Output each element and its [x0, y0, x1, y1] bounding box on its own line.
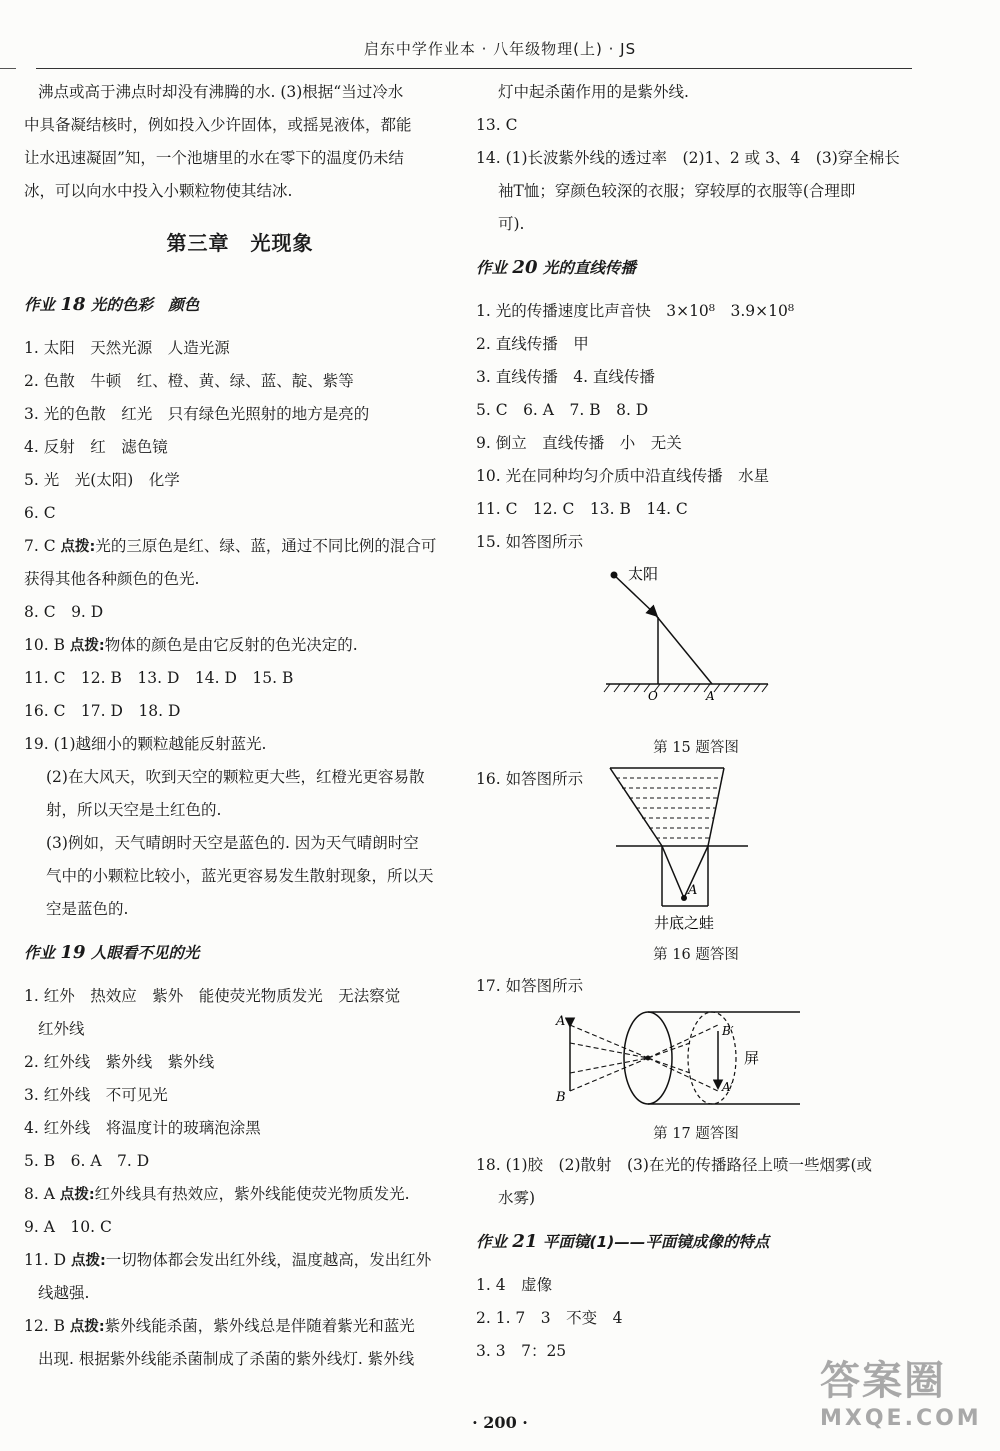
light-ray [654, 613, 712, 684]
section-title: 光的色彩 颜色 [90, 296, 200, 314]
section-heading-21 [476, 1215, 916, 1269]
point-b-prime-label: B′ [722, 1024, 734, 1038]
answer-line: 3. 直线传播 4. 直线传播 [476, 368, 655, 386]
answer-line: 3. 红外线 不可见光 [24, 1086, 168, 1104]
answer-line: 4. 反射 红 滤色镜 [24, 438, 168, 456]
answer-line: 1. 太阳 天然光源 人造光源 [24, 339, 230, 357]
answer-line: 袖T恤；穿颜色较深的衣服；穿较厚的衣服等(合理即 [498, 182, 856, 200]
answer-line: 13. C [476, 116, 518, 134]
answer-number: 12. B [24, 1317, 65, 1335]
answer-line: 射，所以天空是土红色的. [46, 801, 222, 819]
watermark-url: MXQE.COM [820, 1406, 982, 1431]
answer-line: 4. 红外线 将温度计的玻璃泡涂黑 [24, 1119, 261, 1137]
page-number: · 200 · [472, 1413, 528, 1432]
running-header: 启东中学作业本 · 八年级物理(上) · JS [363, 40, 637, 58]
answer-number: 7. C [24, 537, 56, 555]
hint-text: 红外线具有热效应，紫外线能使荧光物质发光. [94, 1185, 410, 1203]
section-number: 20 [512, 257, 538, 278]
answer-line: 3. 光的色散 红光 只有绿色光照射的地方是亮的 [24, 405, 370, 423]
text-line: 沸点或高于沸点时却没有沸腾的水. (3)根据“当过冷水 [38, 83, 404, 101]
point-a-label: A [706, 689, 715, 703]
answer-number: 10. B [24, 636, 65, 654]
point-b-label: B [556, 1090, 566, 1105]
chapter-title: 第三章 光现象 [166, 231, 314, 255]
hint-keyword: 点拨: [59, 1187, 95, 1203]
header-rule [36, 68, 912, 69]
frog-label: 井底之蛙 [654, 914, 715, 932]
answer-line: 14. (1)长波紫外线的透过率 (2)1、2 或 3、4 (3)穿全棉长 [476, 149, 900, 167]
text-line: 冰，可以向水中投入小颗粒物使其结冰. [24, 182, 293, 200]
hint-keyword: 点拨: [69, 1319, 105, 1335]
text-line: 让水迅速凝固”知，一个池塘里的水在零下的温度仍未结 [24, 149, 404, 167]
answer-line: 16. 如答图所示 [476, 770, 584, 788]
section-heading-19 [24, 926, 456, 980]
cone-left [610, 768, 662, 846]
answer-line: 水雾) [498, 1189, 536, 1207]
answer-line: 1. 光的传播速度比声音快 3×10⁸ 3.9×10⁸ [476, 302, 795, 320]
text-line: 中具备凝结核时，例如投入少许固体，或摇晃液体，都能 [24, 116, 412, 134]
figure-caption: 第 17 题答图 [653, 1126, 739, 1142]
figure-16 [476, 766, 916, 970]
hint-text: 物体的颜色是由它反射的色光决定的. [104, 636, 358, 654]
answer-line: 2. 色散 牛顿 红、橙、黄、绿、蓝、靛、紫等 [24, 372, 354, 390]
section-number: 21 [512, 1231, 538, 1252]
figure-17 [476, 1003, 916, 1149]
answer-line: 2. 红外线 紫外线 紫外线 [24, 1053, 215, 1071]
hint-keyword: 点拨: [60, 539, 96, 555]
answer-line: 6. C [24, 504, 56, 522]
section-title: 光的直线传播 [542, 259, 636, 277]
answer-line: 红外线 [38, 1020, 85, 1038]
pinhole [646, 1056, 651, 1061]
figure-17-diagram [476, 1003, 916, 1115]
answer-line: 1. 红外 热效应 紫外 能使荧光物质发光 无法察觉 [24, 987, 401, 1005]
section-number: 18 [60, 294, 86, 315]
answer-line: 出现. 根据紫外线能杀菌制成了杀菌的紫外线灯. 紫外线 [38, 1350, 415, 1368]
section-number: 19 [60, 942, 86, 963]
answer-number: 11. D [24, 1251, 67, 1269]
answer-line: 18. (1)胶 (2)散射 (3)在光的传播路径上喷一些烟雾(或 [476, 1156, 872, 1174]
section-label: 作业 [476, 259, 508, 277]
section-label: 作业 [24, 944, 56, 962]
answer-line: 空是蓝色的. [46, 900, 129, 918]
answer-line: 11. C 12. B 13. D 14. D 15. B [24, 669, 294, 687]
section-heading-20 [476, 241, 916, 295]
answer-line: 3. 3 7：25 [476, 1342, 567, 1360]
hint-keyword: 点拨: [70, 1253, 106, 1269]
answer-line: 气中的小颗粒比较小，蓝光更容易发生散射现象，所以天 [46, 867, 434, 885]
answer-line: 16. C 17. D 18. D [24, 702, 181, 720]
answer-line: 获得其他各种颜色的色光. [24, 570, 200, 588]
section-label: 作业 [476, 1233, 508, 1251]
answer-line [24, 629, 456, 662]
answer-line: 11. C 12. C 13. B 14. C [476, 500, 688, 518]
point-a-label: A [688, 883, 698, 898]
answer-line: 可). [498, 215, 525, 233]
water-lines [616, 778, 722, 838]
ground-hatching [604, 684, 768, 692]
right-column [476, 76, 916, 1368]
point-a-prime-label: A′ [722, 1080, 734, 1094]
text-line: 灯中起杀菌作用的是紫外线. [498, 83, 689, 101]
light-rays [570, 1025, 718, 1091]
answer-line: 9. 倒立 直线传播 小 无关 [476, 434, 682, 452]
answer-line: 15. 如答图所示 [476, 533, 584, 551]
answer-line: 5. 光 光(太阳) 化学 [24, 471, 180, 489]
answer-line [24, 1244, 456, 1277]
answer-line [24, 1310, 456, 1343]
answer-line: 8. C 9. D [24, 603, 104, 621]
answer-number: 8. A [24, 1185, 55, 1203]
frog-point [681, 895, 687, 901]
section-title: 人眼看不见的光 [90, 944, 200, 962]
answer-line: (2)在大风天，吹到天空的颗粒更大些，红橙光更容易散 [46, 768, 425, 786]
cone-right [708, 768, 724, 846]
answer-line: 19. (1)越细小的颗粒越能反射蓝光. [24, 735, 267, 753]
hint-keyword: 点拨: [69, 638, 105, 654]
hint-text: 光的三原色是红、绿、蓝，通过不同比例的混合可 [95, 537, 437, 555]
answer-line: 2. 1. 7 3 不变 4 [476, 1309, 623, 1327]
answer-line: 9. A 10. C [24, 1218, 112, 1236]
point-a-label: A [556, 1014, 566, 1029]
sight-line-left [662, 846, 684, 898]
watermark-text: 答案圈 [820, 1358, 946, 1404]
figure-16-diagram [476, 766, 916, 936]
answer-line: 5. B 6. A 7. D [24, 1152, 150, 1170]
answer-line: 5. C 6. A 7. B 8. D [476, 401, 649, 419]
figure-15 [476, 559, 916, 763]
answer-line [24, 530, 456, 563]
screen-label: 屏 [744, 1049, 760, 1067]
answer-line: 17. 如答图所示 [476, 977, 584, 995]
answer-line [24, 1178, 456, 1211]
figure-caption: 第 16 题答图 [653, 947, 739, 963]
answer-line: 线越强. [38, 1284, 90, 1302]
answer-line: 2. 直线传播 甲 [476, 335, 589, 353]
point-o-label: O [648, 689, 658, 703]
section-heading-18 [24, 278, 456, 332]
header-rule-stub [0, 68, 16, 69]
left-column [24, 76, 456, 1376]
watermark-logo [820, 1358, 990, 1446]
sun-label: 太阳 [628, 565, 659, 583]
answer-line: 1. 4 虚像 [476, 1276, 553, 1294]
hint-text: 一切物体都会发出红外线，温度越高，发出红外 [105, 1251, 432, 1269]
figure-caption: 第 15 题答图 [653, 740, 739, 756]
section-label: 作业 [24, 296, 56, 314]
answer-line: 10. 光在同种均匀介质中沿直线传播 水星 [476, 467, 770, 485]
section-title: 平面镜(1)——平面镜成像的特点 [542, 1233, 770, 1251]
answer-line: (3)例如，天气晴朗时天空是蓝色的. 因为天气晴朗时空 [46, 834, 419, 852]
figure-15-diagram [476, 559, 916, 729]
hint-text: 紫外线能杀菌，紫外线总是伴随着紫光和蓝光 [104, 1317, 415, 1335]
